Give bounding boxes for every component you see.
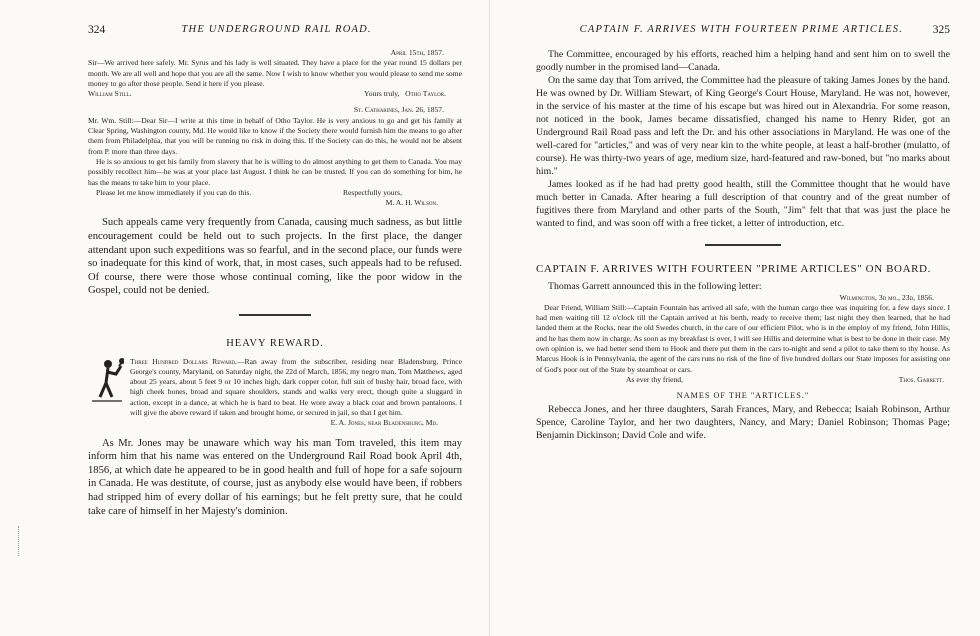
letter-addressee: William Still. (88, 89, 132, 99)
letter-signature: Otho Taylor. (405, 89, 446, 99)
letter-wilson (88, 105, 462, 208)
notice-signature: E. A. Jones, near Bladensburg, Md. (330, 418, 438, 428)
letter-closing: As ever thy friend, (626, 374, 683, 384)
names-list: Rebecca Jones, and her three daughters, Sarah Frances, Mary, and Rebecca; Isaiah Robinson, Arthur Spence, Caroline Taylor, and her two daughters, Nancy, and Mary; Daniel Robinson; Thomas Page; Benjamin Dickinson; David Cole and wife. (536, 404, 950, 442)
garrett-letter (536, 293, 950, 386)
notice-title: Three Hundred Dollars Reward. (130, 356, 237, 366)
letter-dateline: St. Catharines, Jan. 26, 1857. (353, 105, 444, 115)
letter-body: Sir—We arrived here safely. Mr. Syrus and his lady is well situated. They have a place for the year round 15 dollars per month. We are all well and hope that you are all the same. Now I wish to know whether you would please to send me some money to go after those people. Send it here if you please. (88, 58, 462, 88)
letter-paragraph: Please let me know immediately if you can do this. (96, 187, 252, 197)
closing-paragraph: As Mr. Jones may be unaware which way his man Tom traveled, this item may inform him that his name was entered on the Underground Rail Road book April 4th, 1856, at which date he appeared to be in good health and full of hope for a safe sojourn in Canada. He was destitute, of course, just as anybody else would have been, if robbers had stripped him of every dollar of his earnings; but he felt pretty sure, that he could take care of himself in her Majesty's dominion. (88, 437, 462, 517)
commentary-paragraph: Such appeals came very frequently from Canada, causing much sadness, as but little encouragement could be held out to such projects. In the first place, the danger attendant upon such expeditions was so fearful, and in the second place, our funds were so inadequate for this kind of work, that, in most cases, such appeals had to be refused. Of course, there were those whose continual coming, like the poor widow in the Gospel, could not be denied. (88, 217, 462, 297)
reward-notice (88, 357, 462, 429)
letter-closing: Yours truly, (364, 89, 400, 99)
letter-body: Dear Friend, William Still:—Captain Fountain has arrived all safe, with the human cargo thee was inquiring for, a few days since. I had men waiting till 12 o'clock till the Captain arrived at his berth, ready to receive them; last night they then learned, that he had landed them at the Rocks, near the old Swedes church, in the care of our efficient Pilot, who is in the employ of my friend, John Hillis, and he has them now in charge. As soon as my breakfast is over, I will see Hillis and determine what is best to be done in their case. My own opinion is, we had better send them to Hook and there put them in the cars to-night and send a pilot to take them to thy house. As Marcus Hook is in Pennsylvania, the agent of the cars runs no risk of the fine of five hundred dollars our State imposes for assisting one of God's poor out of the State by steamboat or cars. (536, 302, 950, 374)
margin-mark (18, 526, 21, 556)
section-heading: HEAVY REWARD. (226, 337, 324, 349)
running-head-title: CAPTAIN F. ARRIVES WITH FOURTEEN PRIME ARTICLES. (579, 24, 904, 35)
runaway-figure-icon (88, 357, 124, 405)
running-head-title: THE UNDERGROUND RAIL ROAD. (181, 24, 372, 35)
narrative-paragraph: On the same day that Tom arrived, the Committee had the pleasure of taking James Jones by the hand. He was owned by Dr. William Stewart, of King George's Court House, Maryland. He was not, however, in the service of his master at the time of his escape but was hired out in Alexandria. For some reason, not noticed in the book, James became dissatisfied, changed his name to Henry Rider, got an Underground Rail Road pass and left the Dr. and his other associations in Maryland. He was one of the well-cared for "articles," and was of very near kin to the white people, at least a half-brother (mulatto, of course). He was thirty-two years of age, medium size, hard-featured and raw-boned, but "no marks about him." (536, 75, 950, 177)
section-heading: CAPTAIN F. ARRIVES WITH FOURTEEN "PRIME ARTICLES" ON BOARD. (536, 262, 931, 275)
section-divider (239, 314, 311, 316)
letter-paragraph: Mr. Wm. Still:—Dear Sir—I write at this time in behalf of Otho Taylor. He is very anxious to go and get his family at Clear Spring, Washington county, Md. He would like to know if the Society there would furnish him the means to go after them from Philadelphia, that you will be running no risk in doing this. If the Society can do this, he would not be absent from P. more than three days. (88, 115, 462, 156)
names-heading: NAMES OF THE "ARTICLES." (676, 391, 810, 401)
letter-closing: Respectfully yours, (342, 187, 402, 197)
notice-body: —Ran away from the subscriber, residing near Bladensburg, Prince George's county, Maryland, on Saturday night, the 22d of March, 1856, my negro man, Tom Matthews, aged about 25 years, about 5 feet 9 or 10 inches high, dark copper color, full suit of bushy hair, broad face, with high cheek bones, broad and square shoulders, stands and walks very erect, though quite a sluggard in action, except in a dance, at which he is hard to beat. He wore away a black coat and brown pantaloons. I will give the above reward if taken and brought home, or secured in jail, so that I get him. (130, 356, 462, 417)
letter-dateline: Wilmington, 3d mo., 23d, 1856. (839, 292, 934, 302)
letter-paragraph: He is so anxious to get his family from slavery that he is willing to do almost anything to get them to Canada. You may possibly recollect him—he was at your place last August. I think he can be trusted. If you can do something for him, he has the means to take him to your place. (88, 156, 462, 187)
running-header (536, 24, 950, 36)
intro-line: Thomas Garrett announced this in the following letter: (548, 280, 762, 292)
page-number: 324 (88, 24, 106, 36)
letter-otho-taylor (88, 48, 462, 99)
page-number: 325 (932, 24, 950, 36)
running-header (88, 24, 462, 36)
narrative-paragraph: The Committee, encouraged by his efforts, reached him a helping hand and sent him on to swell the goodly number in the promised land—Canada. (536, 49, 950, 73)
narrative (536, 48, 950, 230)
right-page (490, 0, 980, 636)
letter-signature: Thos. Garrett. (898, 374, 944, 384)
letter-signature: M. A. H. Wilson. (385, 198, 438, 208)
section-divider (705, 244, 781, 246)
letter-dateline: April 15th, 1857. (390, 48, 444, 57)
narrative-paragraph: James looked as if he had had pretty good health, still the Committee thought that he would have much better in Canada. After hearing a full description of that country and of the great number of fugitives there from Maryland and other parts of the South, "Jim" felt that that was just the place he wanted to find, and was soon off with a free ticket, a letter of introduction, etc. (536, 179, 950, 229)
